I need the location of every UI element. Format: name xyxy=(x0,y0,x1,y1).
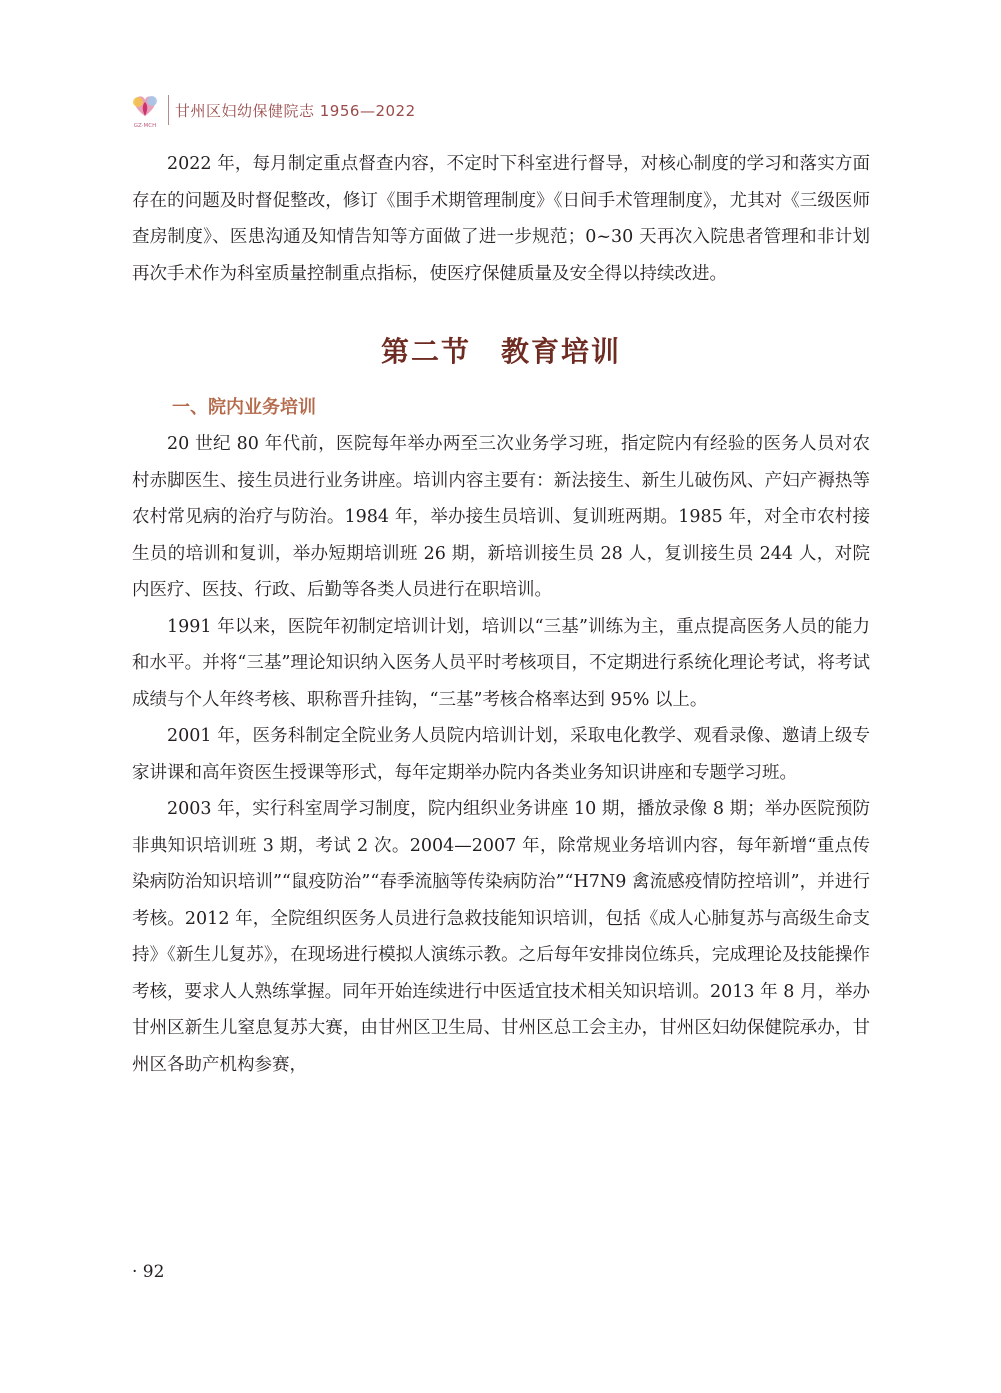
paragraph-1991-training: 1991 年以来，医院年初制定培训计划，培训以“三基”训练为主，重点提高医务人员的能力和水平。并将“三基”理论知识纳入医务人员平时考核项目，不定期进行系统化理论考试，将考试成绩与个人年终考核、职称晋升挂钩，“三基”考核合格率达到 95% 以上。 xyxy=(132,616,870,710)
page-content xyxy=(132,146,870,1083)
paragraph-2001-training: 2001 年，医务科制定全院业务人员院内培训计划，采取电化教学、观看录像、邀请上级专家讲课和高年资医生授课等形式，每年定期举办院内各类业务知识讲座和专题学习班。 xyxy=(132,726,870,783)
section-title: 第二节 教育培训 xyxy=(380,335,621,368)
paragraph-quality-control: 2022 年，每月制定重点督查内容，不定时下科室进行督导，对核心制度的学习和落实方面存在的问题及时督促整改，修订《围手术期管理制度》《日间手术管理制度》，尤其对《三级医师查房制度》、医患沟通及知情告知等方面做了进一步规范；0~30 天再次入院患者管理和非计划再次手术作为科室质量控制重点指标，使医疗保健质量及安全得以持续改进。 xyxy=(132,154,870,284)
subsection-title: 一、院内业务培训 xyxy=(172,397,316,418)
paragraph-1980s-training: 20 世纪 80 年代前，医院每年举办两至三次业务学习班，指定院内有经验的医务人员对农村赤脚医生、接生员进行业务讲座。培训内容主要有：新法接生、新生儿破伤风、产妇产褥热等农村常见病的治疗与防治。1984 年，举办接生员培训、复训班两期。1985 年，对全市农村接生员的培训和复训，举办短期培训班 26 期，新培训接生员 28 人，复训接生员 244 人，对院内医疗、医技、行政、后勤等各类人员进行在职培训。 xyxy=(132,434,870,600)
paragraph-2003-training: 2003 年，实行科室周学习制度，院内组织业务讲座 10 期，播放录像 8 期；举办医院预防非典知识培训班 3 期，考试 2 次。2004—2007 年，除常规业务培训内容，每年新增“重点传染病防治知识培训”“鼠疫防治”“春季流脑等传染病防治”“H7N9 禽流感疫情防控培训”，并进行考核。2012 年，全院组织医务人员进行急救技能知识培训，包括《成人心肺复苏与高级生命支持》《新生儿复苏》，在现场进行模拟人演练示教。之后每年安排岗位练兵，完成理论及技能操作考核，要求人人熟练掌握。同年开始连续进行中医适宜技术相关知识培训。2013 年 8 月，举办甘州区新生儿窒息复苏大赛，由甘州区卫生局、甘州区总工会主办，甘州区妇幼保健院承办，甘州区各助产机构参赛， xyxy=(132,799,870,1075)
hospital-logo-icon xyxy=(128,90,162,130)
header-divider xyxy=(168,95,169,125)
logo-caption: GZ·MCH xyxy=(133,123,157,129)
book-title: 甘州区妇幼保健院志 1956—2022 xyxy=(175,101,416,120)
page-number: · 92 xyxy=(132,1262,165,1282)
running-header xyxy=(128,88,416,132)
